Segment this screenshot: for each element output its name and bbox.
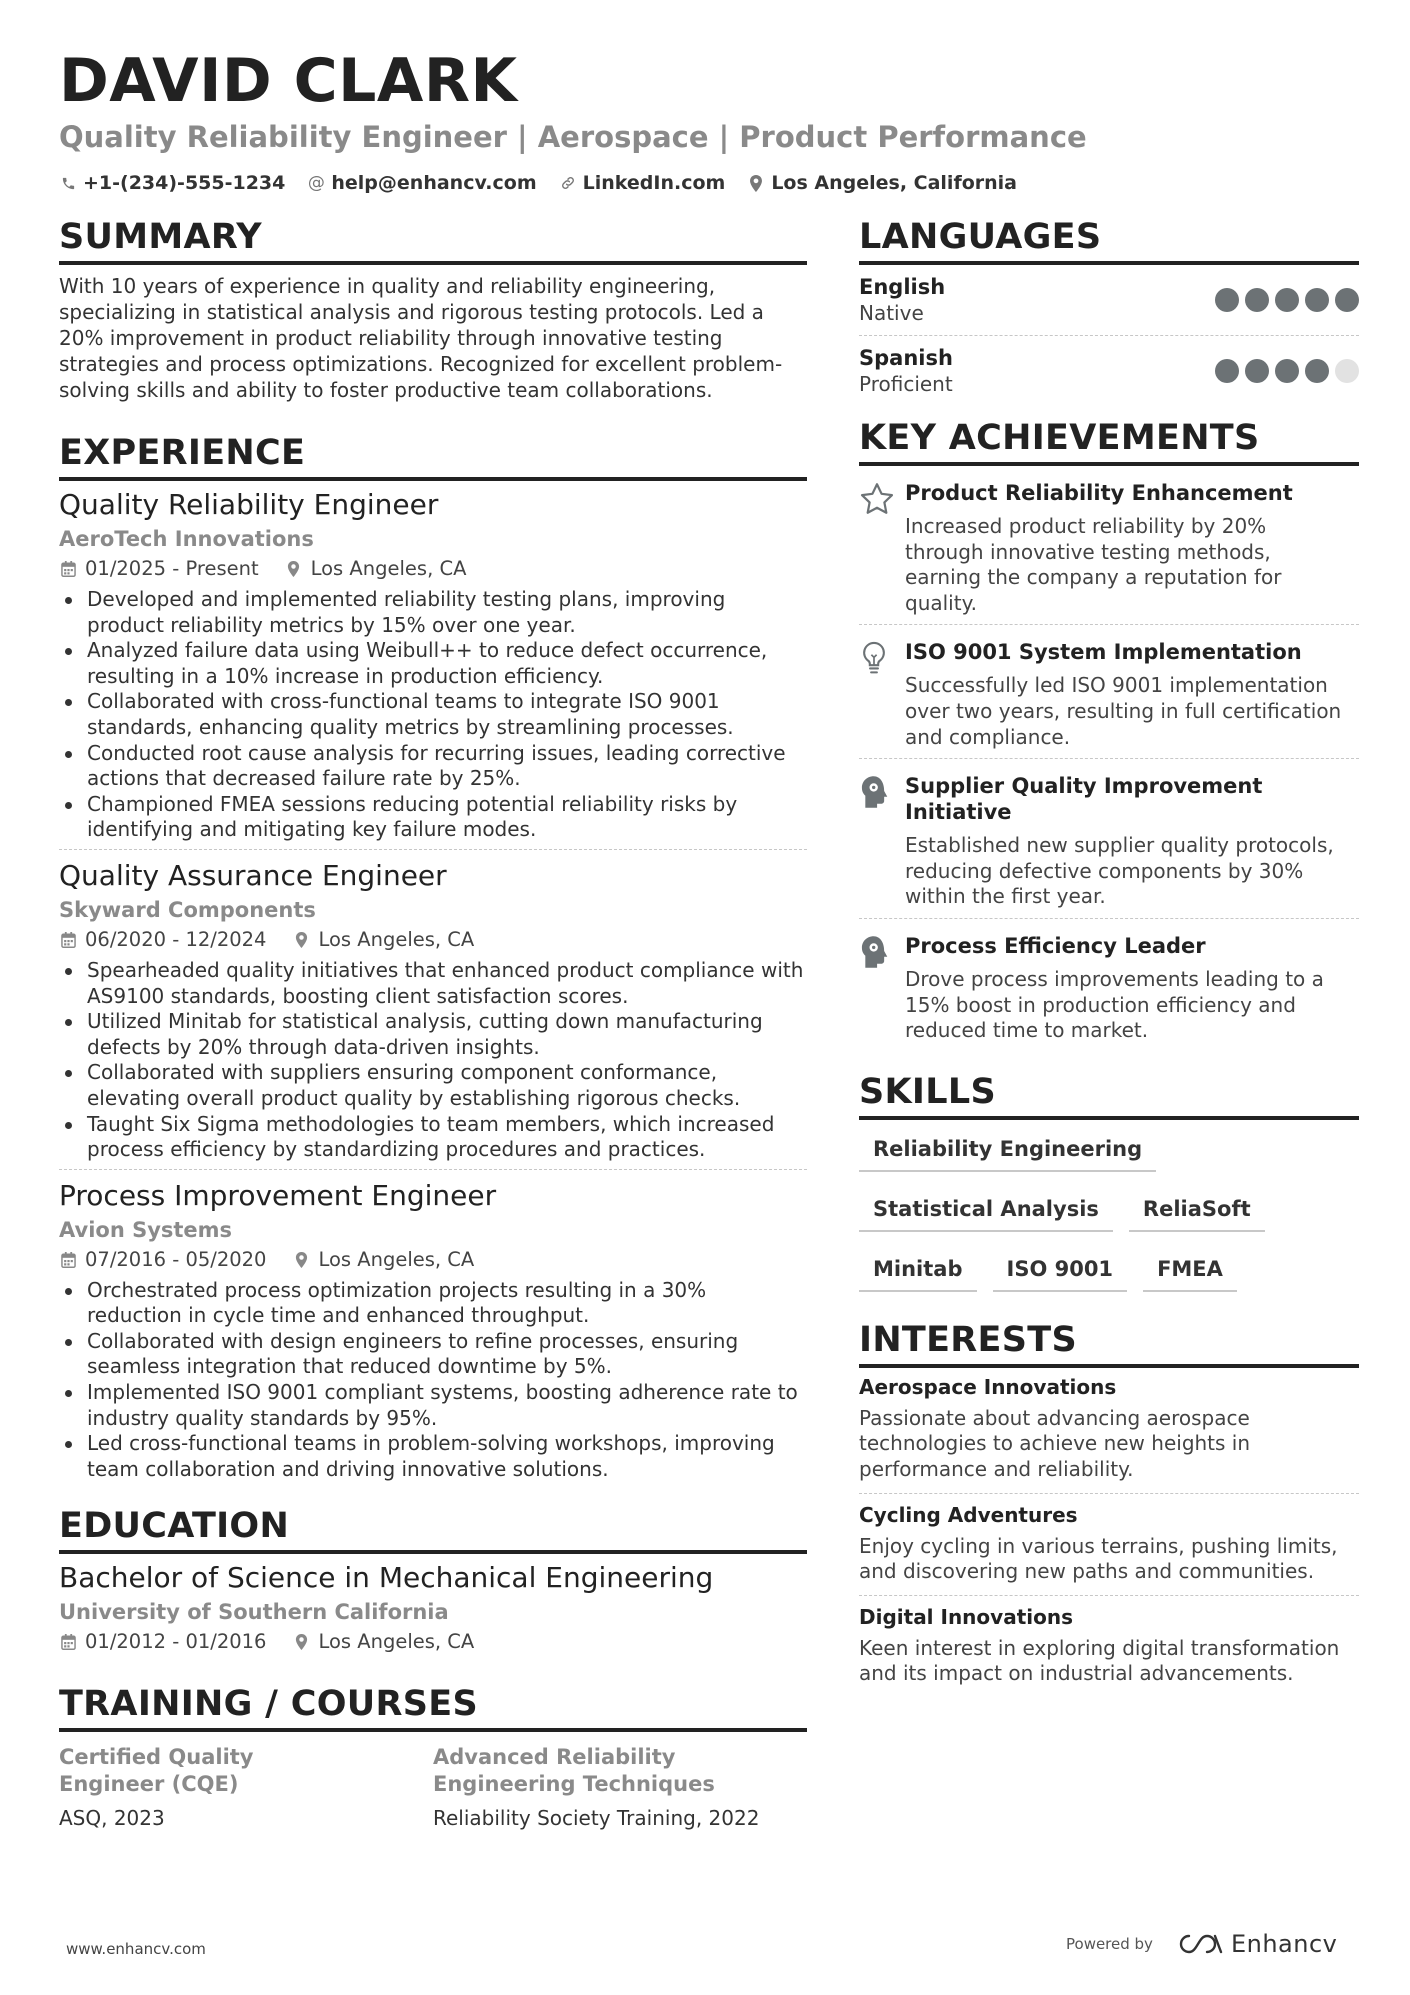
bullet-item: Collaborated with cross-functional teams to integrate ISO 9001 standards, enhancing quality metrics by streamlining processes.: [59, 689, 807, 740]
skill-tag: FMEA: [1143, 1254, 1237, 1292]
language-name: English: [859, 275, 946, 299]
rating-dot-filled: [1245, 288, 1269, 312]
interest-item: [859, 1368, 1359, 1493]
languages-section: [859, 215, 1359, 406]
brand-name: Enhancv: [1230, 1930, 1338, 1958]
achievements-heading: KEY ACHIEVEMENTS: [859, 416, 1359, 466]
job-title: Process Improvement Engineer: [59, 1178, 497, 1212]
job-dates: [59, 555, 259, 583]
job-location-text: Los Angeles, CA: [318, 927, 475, 951]
phone-icon: [59, 174, 77, 192]
job-company: Skyward Components: [59, 897, 316, 922]
contact-location: [747, 172, 1017, 194]
interest-title: Cycling Adventures: [859, 1502, 1078, 1527]
job-meta: [59, 555, 807, 583]
course-title: Advanced Reliability Engineering Techniques: [433, 1745, 715, 1797]
education-location-text: Los Angeles, CA: [318, 1630, 475, 1654]
location-text: Los Angeles, California: [771, 172, 1017, 194]
skill-tag: Minitab: [859, 1254, 977, 1292]
rating-dot-empty: [1335, 359, 1359, 383]
brand-logo[interactable]: [1179, 1930, 1337, 1958]
language-item: [859, 336, 1359, 406]
at-icon: @: [307, 173, 325, 193]
achievement-item: [859, 759, 1359, 918]
interest-item: [859, 1596, 1359, 1697]
enhancv-logo-icon: [1179, 1933, 1223, 1955]
job-location: [285, 555, 467, 583]
rating-dot-filled: [1305, 288, 1329, 312]
skills-section: [859, 1070, 1359, 1314]
course-item: [59, 1744, 433, 1832]
calendar-icon: [59, 931, 77, 949]
language-name: Spanish: [859, 346, 953, 370]
bullet-item: Spearheaded quality initiatives that enhanced product compliance with AS9100 standards, boosting client satisfaction scores.: [59, 958, 807, 1009]
job-dates: [59, 926, 266, 954]
interest-desc: Keen interest in exploring digital transformation and its impact on industrial advancements.: [859, 1635, 1340, 1686]
lightbulb-icon: [859, 639, 905, 750]
education-dates: [59, 1628, 266, 1656]
contact-linkedin[interactable]: [559, 172, 726, 194]
job-bullets: [59, 1278, 807, 1483]
interest-desc: Enjoy cycling in various terrains, pushing limits, and discovering new paths and communities.: [859, 1533, 1338, 1584]
job-company: Avion Systems: [59, 1217, 233, 1242]
divider: [59, 849, 807, 850]
course-provider: Reliability Society Training, 2022: [433, 1806, 760, 1831]
bullet-item: Conducted root cause analysis for recurring issues, leading corrective actions that decreased failure rate by 25%.: [59, 741, 807, 792]
headline: Quality Reliability Engineer | Aerospace | Product Performance: [59, 120, 1087, 154]
job-title: Quality Assurance Engineer: [59, 858, 447, 892]
job-bullets: [59, 587, 807, 843]
education-location: [292, 1628, 474, 1656]
interest-item: [859, 1494, 1359, 1595]
bullet-item: Orchestrated process optimization projects resulting in a 30% reduction in cycle time and enhanced throughput.: [59, 1278, 807, 1329]
location-pin-icon: [292, 1633, 310, 1651]
rating-dot-filled: [1305, 359, 1329, 383]
linkedin-text: LinkedIn.com: [582, 172, 726, 194]
skills-heading: SKILLS: [859, 1070, 1359, 1120]
achievement-desc: Successfully led ISO 9001 implementation over two years, resulting in full certification and compliance.: [905, 673, 1342, 749]
achievements-section: [859, 416, 1359, 1052]
achievement-desc: Increased product reliability by 20% through innovative testing methods, earning the company a reputation for quality.: [905, 514, 1282, 615]
candidate-name: DAVID CLARK: [59, 46, 518, 116]
experience-section: [59, 431, 807, 1482]
bullet-item: Championed FMEA sessions reducing potential reliability risks by identifying and mitigating key failure modes.: [59, 792, 807, 843]
skill-tag: ReliaSoft: [1129, 1194, 1265, 1232]
job-meta: [59, 926, 807, 954]
phone-text: +1-(234)-555-1234: [83, 172, 286, 194]
education-section: [59, 1504, 807, 1656]
divider: [59, 1169, 807, 1170]
rating-dot-filled: [1275, 359, 1299, 383]
skill-tag: ISO 9001: [993, 1254, 1128, 1292]
language-rating: [1209, 288, 1359, 312]
right-column: [859, 215, 1359, 1697]
bullet-item: Taught Six Sigma methodologies to team members, which increased process efficiency by standardizing procedures and practices.: [59, 1112, 807, 1163]
link-icon: [559, 174, 577, 192]
rating-dot-filled: [1335, 288, 1359, 312]
bullet-item: Collaborated with design engineers to refine processes, ensuring seamless integration that reduced downtime by 5%.: [59, 1329, 807, 1380]
summary-text: With 10 years of experience in quality and reliability engineering, specializing in statistical analysis and rigorous testing protocols. Led a 20% improvement in product reliability through innovative testing strategies and process optimizations. Recognized for excellent problem-solving skills and ability to foster productive team collaborations.: [59, 274, 783, 402]
calendar-icon: [59, 1633, 77, 1651]
achievement-title: Supplier Quality Improvement Initiative: [905, 774, 1263, 825]
skill-tag: Statistical Analysis: [859, 1194, 1113, 1232]
job-location-text: Los Angeles, CA: [318, 1247, 475, 1271]
language-rating: [1209, 359, 1359, 383]
job-bullets: [59, 958, 807, 1163]
interest-title: Digital Innovations: [859, 1604, 1073, 1629]
interest-desc: Passionate about advancing aerospace technologies to achieve new heights in performance and reliability.: [859, 1405, 1251, 1481]
bullet-item: Analyzed failure data using Weibull++ to reduce defect occurrence, resulting in a 10% increase in production efficiency.: [59, 638, 807, 689]
education-heading: EDUCATION: [59, 1504, 807, 1554]
bullet-item: Collaborated with suppliers ensuring component conformance, elevating overall product quality by establishing rigorous checks.: [59, 1060, 807, 1111]
course-provider: ASQ, 2023: [59, 1806, 165, 1831]
job-location: [292, 926, 474, 954]
powered-by-label: Powered by: [1066, 1935, 1153, 1953]
head-gear-icon: [859, 933, 905, 1044]
education-dates-text: 01/2012 - 01/2016: [85, 1630, 267, 1654]
skill-tag: Reliability Engineering: [859, 1134, 1156, 1172]
training-section: [59, 1682, 807, 1832]
achievement-item: [859, 919, 1359, 1052]
star-icon: [859, 480, 905, 616]
achievement-desc: Drove process improvements leading to a 15% boost in production efficiency and reduced time to market.: [905, 966, 1324, 1043]
calendar-icon: [59, 1251, 77, 1269]
location-pin-icon: [292, 931, 310, 949]
summary-section: [59, 215, 807, 403]
course-item: [433, 1744, 807, 1832]
bullet-item: Implemented ISO 9001 compliant systems, boosting adherence rate to industry quality standards by 95%.: [59, 1380, 807, 1431]
job-entry: [59, 487, 807, 843]
achievement-item: [859, 625, 1359, 758]
achievement-desc: Established new supplier quality protocols, reducing defective components by 30% within the first year.: [905, 833, 1334, 909]
interest-title: Aerospace Innovations: [859, 1374, 1117, 1399]
rating-dot-filled: [1215, 288, 1239, 312]
location-pin-icon: [747, 174, 765, 192]
course-title: Certified Quality Engineer (CQE): [59, 1745, 254, 1797]
achievement-item: [859, 466, 1359, 624]
calendar-icon: [59, 560, 77, 578]
languages-heading: LANGUAGES: [859, 215, 1359, 265]
contact-phone[interactable]: [59, 172, 285, 194]
experience-heading: EXPERIENCE: [59, 431, 807, 481]
school: University of Southern California: [59, 1600, 449, 1625]
achievement-title: Process Efficiency Leader: [905, 933, 1206, 958]
job-dates-text: 07/2016 - 05/2020: [85, 1247, 267, 1271]
location-pin-icon: [285, 560, 303, 578]
job-meta: [59, 1246, 807, 1274]
contact-bar: [59, 169, 1039, 197]
language-level: Proficient: [859, 372, 953, 396]
email-text: help@enhancv.com: [331, 172, 537, 194]
job-entry: [59, 1178, 807, 1483]
bullet-item: Led cross-functional teams in problem-solving workshops, improving team collaboration and driving innovative solutions.: [59, 1431, 807, 1482]
job-location-text: Los Angeles, CA: [310, 557, 467, 580]
training-heading: TRAINING / COURSES: [59, 1682, 807, 1732]
education-meta: [59, 1628, 807, 1656]
job-title: Quality Reliability Engineer: [59, 488, 439, 521]
footer-website[interactable]: www.enhancv.com: [66, 1940, 206, 1958]
job-dates-text: 01/2025 - Present: [85, 557, 259, 580]
course-list: [59, 1744, 807, 1832]
head-gear-icon: [859, 773, 905, 910]
interests-heading: INTERESTS: [859, 1318, 1359, 1368]
job-dates-text: 06/2020 - 12/2024: [85, 927, 267, 951]
summary-heading: SUMMARY: [59, 215, 807, 265]
rating-dot-filled: [1215, 359, 1239, 383]
rating-dot-filled: [1245, 359, 1269, 383]
bullet-item: Developed and implemented reliability testing plans, improving product reliability metrics by 15% over one year.: [59, 587, 807, 638]
footer-branding: [1066, 1930, 1337, 1958]
location-pin-icon: [292, 1251, 310, 1269]
achievement-title: ISO 9001 System Implementation: [905, 640, 1302, 665]
skill-list: [859, 1134, 1359, 1314]
rating-dot-filled: [1275, 288, 1299, 312]
language-item: [859, 265, 1359, 335]
job-dates: [59, 1246, 266, 1274]
bullet-item: Utilized Minitab for statistical analysis, cutting down manufacturing defects by 20% through data-driven insights.: [59, 1009, 807, 1060]
job-company: AeroTech Innovations: [59, 527, 314, 551]
interests-section: [859, 1318, 1359, 1697]
job-entry: [59, 858, 807, 1163]
achievement-title: Product Reliability Enhancement: [905, 481, 1293, 505]
job-location: [292, 1246, 474, 1274]
left-column: [59, 215, 807, 1832]
language-level: Native: [859, 301, 924, 325]
degree: Bachelor of Science in Mechanical Engineering: [59, 1561, 714, 1595]
contact-email[interactable]: [307, 172, 536, 194]
